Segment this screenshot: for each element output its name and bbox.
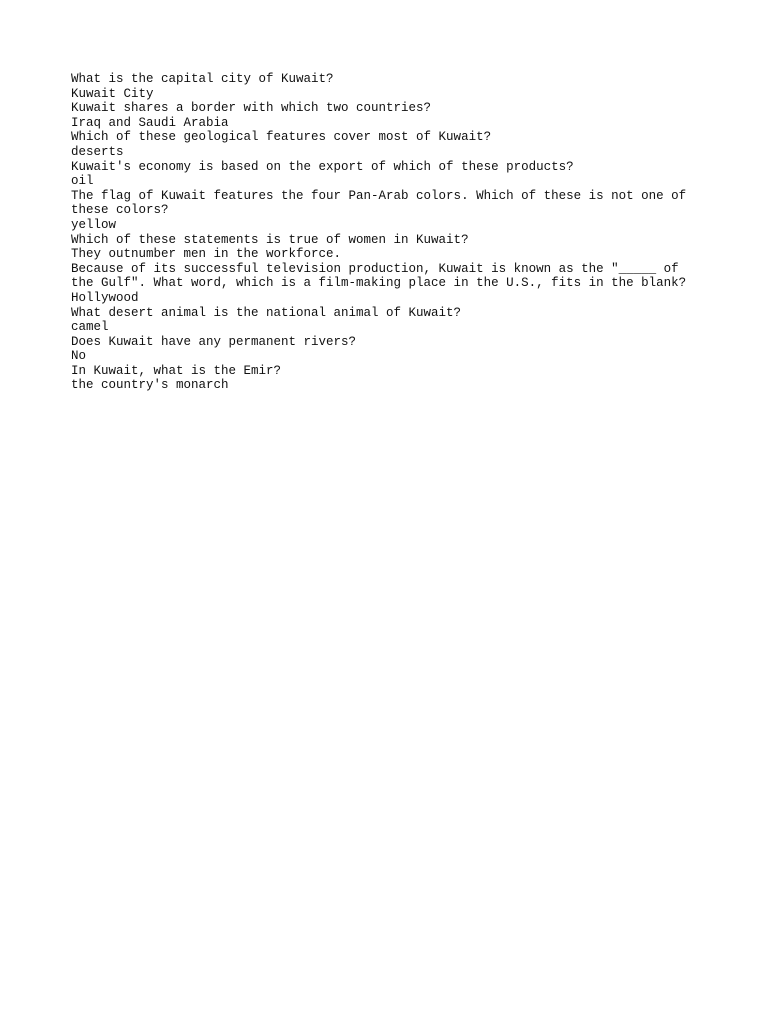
answer-text: Kuwait City <box>71 86 154 101</box>
quiz-document <box>71 72 701 393</box>
qa-item <box>71 306 701 335</box>
qa-item <box>71 160 701 189</box>
qa-item <box>71 262 701 306</box>
question-text: What desert animal is the national animal of Kuwait? <box>71 305 462 320</box>
qa-item <box>71 364 701 393</box>
answer-text: oil <box>71 174 94 189</box>
question-text: Which of these geological features cover most of Kuwait? <box>71 130 492 145</box>
answer-text: deserts <box>71 144 124 159</box>
answer-text: the country's monarch <box>71 378 229 393</box>
question-text: The flag of Kuwait features the four Pan-Arab colors. Which of these is not one of these colors? <box>71 188 694 218</box>
question-text: Kuwait's economy is based on the export of which of these products? <box>71 159 574 174</box>
answer-text: No <box>71 349 87 364</box>
question-text: What is the capital city of Kuwait? <box>71 72 334 86</box>
question-text: Does Kuwait have any permanent rivers? <box>71 334 357 349</box>
qa-item <box>71 130 701 159</box>
question-text: In Kuwait, what is the Emir? <box>71 363 282 378</box>
qa-item <box>71 189 701 233</box>
qa-item <box>71 72 701 101</box>
answer-text: Hollywood <box>71 290 139 305</box>
answer-text: camel <box>71 320 109 335</box>
qa-item <box>71 101 701 130</box>
question-text: Kuwait shares a border with which two countries? <box>71 101 432 116</box>
qa-item <box>71 335 701 364</box>
answer-text: They outnumber men in the workforce. <box>71 247 342 262</box>
qa-item <box>71 233 701 262</box>
answer-text: yellow <box>71 217 117 232</box>
question-text: Because of its successful television production, Kuwait is known as the "_____ of the Gulf". What word, which is a film-making place in the U.S., fits in the blank? <box>71 261 687 291</box>
answer-text: Iraq and Saudi Arabia <box>71 115 229 130</box>
question-text: Which of these statements is true of women in Kuwait? <box>71 232 469 247</box>
